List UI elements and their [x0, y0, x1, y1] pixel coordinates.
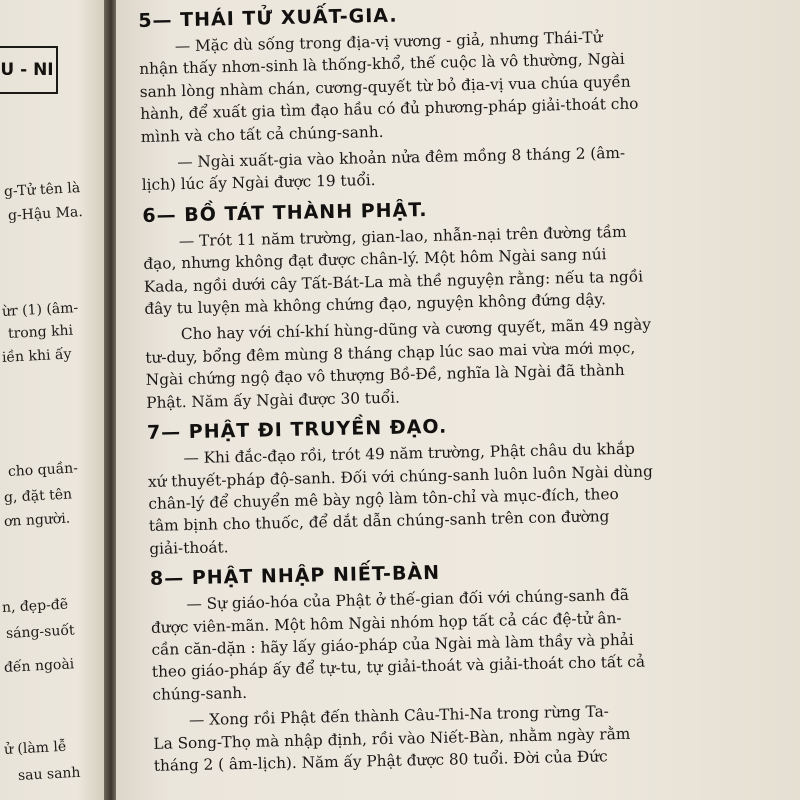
text-line: sanh lòng nhàm chán, cương-quyết từ bỏ địa-vị vua chúa quyền [139, 72, 631, 101]
text-line: — Mặc dù sống trong địa-vị vương - giả, nhưng Thái-Tử [174, 28, 603, 56]
page-content [138, 0, 794, 781]
left-page-line: trong khi [7, 322, 74, 342]
text-line: tư-duy, bổng đêm mùng 8 tháng chạp lúc sao mai vừa mới mọc, [145, 338, 636, 367]
section-heading: 6— BỒ TÁT THÀNH PHẬT. [142, 198, 428, 227]
text-line: xứ thuyết-pháp độ-sanh. Đối với chúng-sanh luôn luôn Ngài dùng [147, 461, 653, 491]
paragraph [145, 311, 787, 414]
text-line: chân-lý để chuyển mê bày ngộ làm tôn-chỉ và mục-đích, theo [148, 484, 619, 513]
section-heading: 7— PHẬT ĐI TRUYỀN ĐẠO. [146, 415, 448, 444]
text-line: La Song-Thọ mà nhập định, rồi vào Niết-Bàn, nhằm ngày rằm [153, 724, 631, 753]
section-heading: 8— PHẬT NHẬP NIẾT-BÀN [149, 561, 441, 590]
left-page-line: ử (làm lễ [3, 738, 67, 758]
text-line: — Ngài xuất-gia vào khoản nửa đêm mồng 8 tháng 2 (âm- [177, 143, 626, 172]
text-line: — Trót 11 năm trường, gian-lao, nhẫn-nại trên đường tầm [178, 222, 627, 251]
text-line: tâm bịnh cho thuốc, để dắt dẫn chúng-sanh trên con đường [148, 507, 610, 536]
left-page-line: iền khi ấy [1, 346, 72, 366]
paragraph [143, 217, 785, 320]
left-page-line: g-Tử tên là [3, 180, 81, 200]
left-page-line: cho quần- [7, 460, 79, 480]
text-line: giải-thoát. [149, 537, 229, 558]
text-line: — Khi đắc-đạo rồi, trót 49 năm trường, Phật châu du khắp [183, 439, 635, 468]
text-line: hành, để xuất gia tìm đạo hầu có đủ phương-pháp giải-thoát cho [140, 94, 639, 124]
left-page-line: sáng-suốt [5, 622, 75, 642]
section-heading: 5— THÁI TỬ XUẤT-GIA. [138, 4, 398, 32]
text-line: nhận thấy nhơn-sinh là thống-khổ, thế cuộc là vô thường, Ngài [139, 50, 625, 79]
text-line: tháng 2 ( âm-lịch). Năm ấy Phật được 80 tuổi. Đời của Đức [153, 747, 608, 775]
left-page-line: ừr (1) (âm- [1, 300, 79, 320]
text-line: Cho hay với chí-khí hùng-dũng và cương quyết, mãn 49 ngày [180, 315, 652, 344]
text-line: cần căn-dặn : hãy lấy giáo-pháp của Ngài mà làm thầy và phải [151, 630, 634, 659]
right-page [116, 0, 800, 800]
left-page-line: n, đẹp-đẽ [1, 596, 69, 616]
paragraph [150, 581, 792, 706]
text-line: chúng-sanh. [152, 683, 248, 704]
text-line: Phật. Năm ấy Ngài được 30 tuổi. [146, 388, 401, 412]
left-page-line: đến ngoài [3, 656, 75, 676]
text-line: đây tu luyện mà không chứng đạo, nguyện không đứng dậy. [144, 290, 607, 318]
text-line: — Sự giáo-hóa của Phật ở thế-gian đối với chúng-sanh đã [186, 585, 630, 614]
text-line: Ngài chứng ngộ đạo vô thượng Bồ-Đề, nghĩa là Ngài đã thành [145, 361, 625, 390]
text-line: Kada, ngồi dưới cây Tất-Bát-La mà thề nguyện rằng: nếu ta ngồi [143, 267, 644, 296]
text-line: mình và cho tất cả chúng-sanh. [140, 122, 384, 146]
left-page-line: g, đặt tên [3, 486, 73, 506]
left-page-line: ơn người. [3, 510, 71, 530]
paragraph [139, 23, 781, 148]
text-line: theo giáo-pháp ấy để tự-tu, tự giải-thoát và giải-thoát cho tất cả [151, 652, 646, 682]
left-page-line: g-Hậu Ma. [7, 204, 84, 224]
left-page [0, 0, 110, 800]
text-line: — Xong rồi Phật đến thành Câu-Thi-Na trong rừng Ta- [188, 702, 610, 730]
left-page-line: sau sanh [17, 764, 81, 784]
text-line: lịch) lúc ấy Ngài được 19 tuổi. [141, 171, 376, 195]
text-line: được viên-mãn. Một hôm Ngài nhóm họp tất cả các đệ-tử ân- [150, 608, 622, 637]
left-page-tab: U - NI [0, 46, 58, 94]
text-line: đạo, nhưng không đạt được chân-lý. Một hôm Ngài sang núi [143, 245, 607, 274]
paragraph [147, 435, 789, 560]
